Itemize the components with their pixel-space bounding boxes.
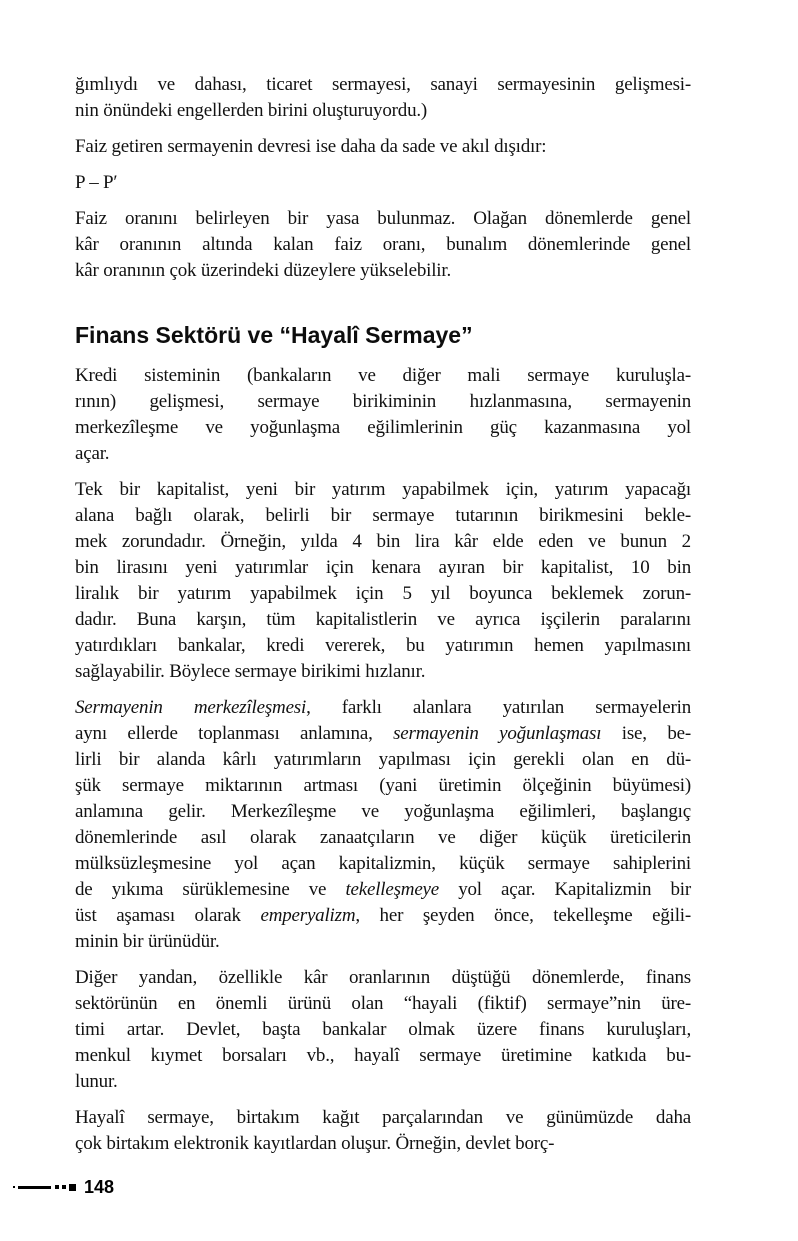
footer-square-small-icon: [62, 1185, 66, 1189]
text-line: Tek bir kapitalist, yeni bir yatırım yapabilmek için, yatırım yapacağı: [75, 479, 691, 500]
page-number: 148: [84, 1176, 115, 1197]
paragraph: [75, 965, 691, 1095]
page-footer: [13, 1176, 114, 1198]
text-line: Sermayenin merkezîleşmesi, farklı alanlara yatırılan sermayelerin: [75, 697, 691, 718]
footer-square-large-icon: [69, 1184, 76, 1191]
text-line: şük sermaye miktarının artması (yani üretimin ölçeğinin büyümesi): [75, 775, 691, 796]
text-line: rının) gelişmesi, sermaye birikiminin hızlanmasına, sermayenin: [75, 391, 691, 412]
section-heading: Finans Sektörü ve “Hayalî Sermaye”: [75, 322, 473, 348]
paragraph: [75, 363, 691, 467]
text-line: minin bir ürünüdür.: [75, 931, 220, 952]
text-line: üst aşaması olarak emperyalizm, her şeyden önce, tekelleşme eğili-: [75, 905, 691, 926]
footer-dot-ornament: [13, 1186, 15, 1188]
paragraph: [75, 206, 691, 284]
text-line: Faiz oranını belirleyen bir yasa bulunmaz. Olağan dönemlerde genel: [75, 208, 691, 229]
text-line: P – P′: [75, 172, 118, 193]
text-line: Faiz getiren sermayenin devresi ise daha da sade ve akıl dışıdır:: [75, 136, 547, 157]
text-line: de yıkıma sürüklemesine ve tekelleşmeye yol açar. Kapitalizmin bir: [75, 879, 691, 900]
text-line: çok birtakım elektronik kayıtlardan oluşur. Örneğin, devlet borç-: [75, 1133, 555, 1154]
paragraph: [75, 134, 691, 160]
text-line: sektörünün en önemli ürünü olan “hayali (fiktif) sermaye”nin üre-: [75, 993, 691, 1014]
text-line: merkezîleşme ve yoğunlaşma eğilimlerinin güç kazanmasına yol: [75, 417, 691, 438]
paragraph: [75, 477, 691, 685]
footer-rule-ornament: [18, 1186, 51, 1189]
text-line: Diğer yandan, özellikle kâr oranlarının düştüğü dönemlerde, finans: [75, 967, 691, 988]
text-line: anlamına gelir. Merkezîleşme ve yoğunlaşma eğilimleri, başlangıç: [75, 801, 691, 822]
text-line: bin lirasını yeni yatırımlar için kenara ayıran bir kapitalist, 10 bin: [75, 557, 691, 578]
text-line: kâr oranının altında kalan faiz oranı, bunalım dönemlerinde genel: [75, 234, 691, 255]
text-line: dönemlerinde asıl olarak zanaatçıların ve diğer küçük üreticilerin: [75, 827, 691, 848]
footer-square-small-icon: [55, 1185, 59, 1189]
text-line: alana bağlı olarak, belirli bir sermaye tutarının birikmesini bekle-: [75, 505, 691, 526]
text-line: ğımlıydı ve dahası, ticaret sermayesi, sanayi sermayesinin gelişmesi-: [75, 74, 691, 95]
text-line: mülksüzleşmesine yol açan kapitalizmin, küçük sermaye sahiplerini: [75, 853, 691, 874]
text-line: kâr oranının çok üzerindeki düzeylere yükselebilir.: [75, 260, 451, 281]
text-line: liralık bir yatırım yapabilmek için 5 yıl boyunca beklemek zorun-: [75, 583, 691, 604]
text-line: timi artar. Devlet, başta bankalar olmak üzere finans kuruluşları,: [75, 1019, 691, 1040]
text-line: lirli bir alanda kârlı yatırımların yapılması için gerekli olan en dü-: [75, 749, 691, 770]
text-line: lunur.: [75, 1071, 118, 1092]
paragraph: [75, 695, 691, 955]
text-line: yatırdıkları bankalar, kredi vererek, bu yatırımın hemen yapılmasını: [75, 635, 691, 656]
text-line: sağlayabilir. Böylece sermaye birikimi hızlanır.: [75, 661, 426, 682]
formula-paragraph: [75, 170, 691, 196]
text-block: [75, 72, 691, 1167]
text-line: menkul kıymet borsaları vb., hayalî sermaye üretimine katkıda bu-: [75, 1045, 691, 1066]
text-line: nin önündeki engellerden birini oluşturuyordu.): [75, 100, 428, 121]
paragraph: [75, 72, 691, 124]
text-line: açar.: [75, 443, 110, 464]
text-line: mek zorundadır. Örneğin, yılda 4 bin lira kâr elde eden ve bunun 2: [75, 531, 691, 552]
paragraph: [75, 1105, 691, 1157]
text-line: dadır. Buna karşın, tüm kapitalistlerin ve ayrıca işçilerin paralarını: [75, 609, 691, 630]
text-line: Hayalî sermaye, birtakım kağıt parçalarından ve günümüzde daha: [75, 1107, 691, 1128]
text-line: aynı ellerde toplanması anlamına, sermayenin yoğunlaşması ise, be-: [75, 723, 691, 744]
text-line: Kredi sisteminin (bankaların ve diğer mali sermaye kuruluşla-: [75, 365, 691, 386]
